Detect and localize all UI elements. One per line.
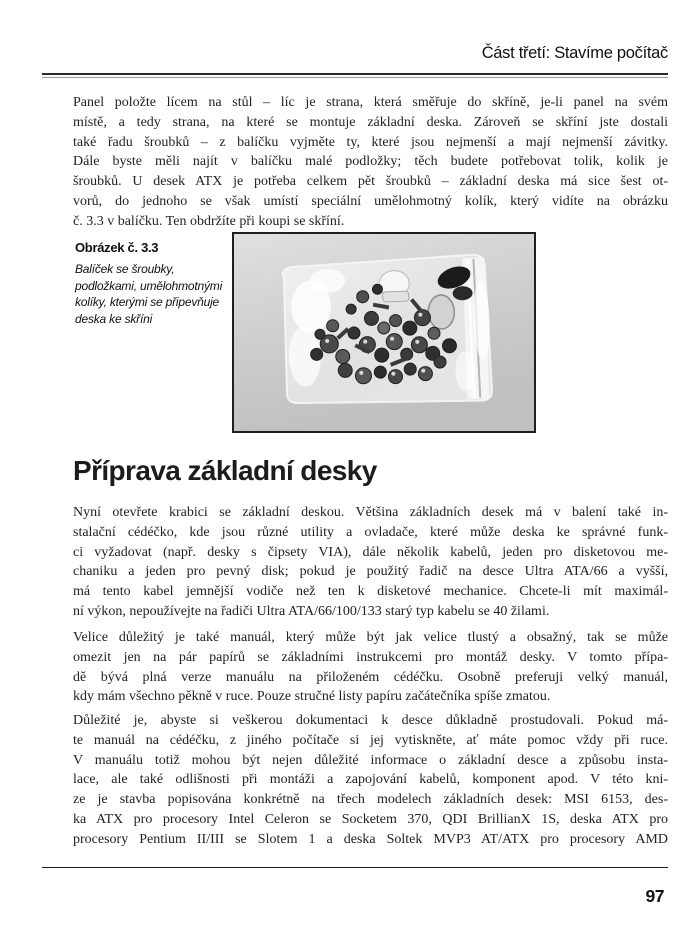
body-paragraph-3 <box>73 628 668 707</box>
text-line: Panel položte lícem na stůl – líc je strana, která směřuje do skříně, je-li panel na svém <box>73 95 668 110</box>
text-line: stalační cédéčko, kde jsou různé utility a ovladače, které může deska ke správné funk- <box>73 524 668 540</box>
text-line: ní výkon, nepoužívejte na řadiči Ultra ATA/66/100/133 starý typ kabelu se 40 žilami. <box>73 603 550 619</box>
body-paragraph-4 <box>73 711 668 850</box>
text-line: te manuál na cédéčku, z jiného počítače si jej vytiskněte, ať máte pomoc vždy při ruce. <box>73 732 668 748</box>
figure-caption-text: Balíček se šroubky, podložkami, umělohmotnými kolíky, kterými se připevňuje deska ke skříni <box>75 262 223 326</box>
text-line: omezit jen na pár papírů se základními instrukcemi pro montáž desky. V tomto přípa- <box>73 649 668 665</box>
bag-of-screws-illustration <box>234 234 534 431</box>
figure-caption <box>75 240 227 327</box>
body-paragraph-2 <box>73 503 668 622</box>
text-line: ka ATX pro procesory Intel Celeron se Socketem 370, QDI BrillianX 1S, deska ATX pro <box>73 811 668 827</box>
text-line: ci vyžadovat (např. desky s čipsety VIA), dále několik kabelů, jeden pro disketovou me- <box>73 544 668 560</box>
text-line: lace, ale také odlišnosti při montáži a zapojování kabelů, komponent apod. V této kni- <box>73 772 668 788</box>
header-rule <box>42 73 668 78</box>
text-line: šroubků. U desek ATX je potřeba celkem pět šroubků – základní deska má sice šest ot- <box>73 174 668 190</box>
text-line: dě bývá plná verze manuálu na přiloženém cédéčku. Osobně preferuji velký manuál, <box>73 669 668 685</box>
section-heading: Příprava základní desky <box>73 455 377 486</box>
text-line: kdy mám všechno pěkně v ruce. Pouze stručné listy papíru začátečníka spíše zmatou. <box>73 689 551 705</box>
text-line: Nyní otevřete krabici se základní deskou. Většina základních desek má v balení také in- <box>73 505 668 520</box>
running-header: Část třetí: Stavíme počítač <box>481 44 668 62</box>
text-line: Důležité je, abyste si veškerou dokumentaci k desce důkladně prostudovali. Pokud má- <box>73 713 668 728</box>
page-number: 97 <box>645 886 664 906</box>
text-line: Dále byste měli najít v balíčku malé podložky; těch budete potřebovat tolik, kolik je <box>73 154 668 170</box>
text-line: místě, a tedy strana, na které se montuje základní deska. Zároveň se skříní jste dostali <box>73 114 668 130</box>
text-line: procesory Pentium II/III se Slotem 1 a deska Soltek MVP3 AT/ATX pro procesory AMD <box>73 831 668 847</box>
footer-rule <box>42 867 668 868</box>
figure-photo-bag-of-screws <box>232 232 536 433</box>
text-line: má tento kabel jemnější vodiče než ten k disketové mechanice. Chcete-li mít maximál- <box>73 584 668 600</box>
text-line: ze je stavba popisována konkrétně na třech modelech základních desek: MSI 6153, des- <box>73 792 668 808</box>
text-line: také řadu šroubků – z balíčku vyjměte ty, které jsou nejmenší a mají nejmenší závitky. <box>73 134 668 150</box>
text-line: č. 3.3 v balíčku. Ten obdržíte při koupi se skříní. <box>73 213 345 229</box>
text-line: chaniku a jeden pro pevný disk; pokud je použitý řadič na desce Ultra ATA/66 a vyšší, <box>73 564 668 580</box>
text-line: V manuálu totiž mohou být nejen důležité informace o základní desce a způsobu insta- <box>73 752 668 768</box>
body-paragraph-1 <box>73 93 668 232</box>
text-line: vorů, do jednoho se však umístí speciální umělohmotný kolík, který vidíte na obrázku <box>73 193 668 209</box>
figure-label: Obrázek č. 3.3 <box>75 240 159 255</box>
text-line: Velice důležitý je také manuál, který může být jak velice tlustý a obsažný, tak se může <box>73 630 668 645</box>
